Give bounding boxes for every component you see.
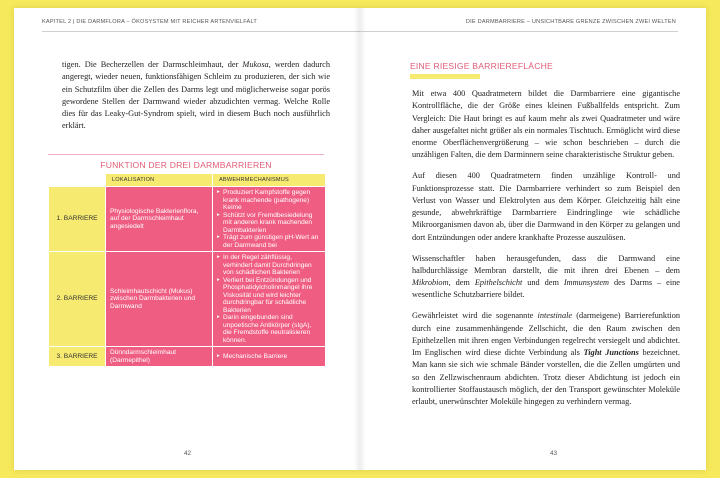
emphasis-text: Tight Junctions — [583, 348, 639, 358]
page-number-left: 42 — [184, 450, 192, 457]
table-row — [49, 252, 325, 346]
text-run: Wissenschaftler haben herausgefunden, dass die Darmwand eine halbdurchlässige Membran darstellt, die mit ihren drei Ebenen – dem — [412, 253, 680, 275]
mechanism-list — [217, 353, 321, 361]
barrier-location: Schleimhautschicht (Mukus) zwischen Darmbakterien und Darmwand — [106, 252, 212, 346]
mechanism-item: ▸ Verliert bei Entzündungen und Phosphatidylcholinmangel ihre Viskosität und wird leichter durchdringbar für schädliche Bakterien — [217, 277, 321, 315]
emphasis-text: Mukosa — [242, 60, 269, 69]
barrier-table — [48, 173, 326, 367]
body-paragraph — [412, 88, 680, 162]
running-head-left: KAPITEL 2 | DIE DARMFLORA – ÖKOSYSTEM MIT REICHER ARTENVIELFALT — [42, 19, 257, 25]
emphasis-text: Immunsystem — [563, 278, 610, 288]
table-row — [49, 347, 325, 366]
barrier-label: 3. BARRIERE — [49, 347, 105, 366]
text-run: Auf diesen 400 Quadratmetern finden unzählige Kontroll- und Funktionsprozesse statt. Die Darmbarriere verhindert so zum Beispiel den Verlust von Wasser und Elektrolyten aus dem Körper. Gleichzeitig hält eine gesunde, abwehrkräftige Darmbarriere Eindringlinge wie schädliche Mikroorganismen davon ab, über die Darmwand in den Körper zu gelangen und dort Entzündungen oder andere krankhafte Prozesse auszulösen. — [412, 171, 680, 242]
barrier-location: Dünndarmschleimhaut (Darmepithel) — [106, 347, 212, 366]
left-page — [14, 8, 360, 470]
text-run: , werden dadurch angeregt, wieder neuen, funktionsfähigen Schleim zu produzieren, der sich wie ein Schutzfilm über die Zellen des Darms legt und möglicherweise sogar porös gewordene Stellen der Darmwand wieder abzudichten vermag. Welche Rolle dies für das Leaky-Gut-Syndrom spielt, wird in diesem Buch noch ausführlich erklärt. — [62, 60, 330, 131]
body-paragraph — [412, 170, 680, 244]
barrier-label: 2. BARRIERE — [49, 252, 105, 346]
running-head-right: DIE DARMBARRIERE – UNSICHTBARE GRENZE ZWISCHEN ZWEI WELTEN — [465, 19, 676, 25]
text-run: Gewährleistet wird die sogenannte — [412, 311, 538, 321]
mechanism-item: ▸ Mechanische Barriere — [217, 353, 321, 361]
mechanism-list — [217, 254, 321, 344]
intro-paragraph — [62, 59, 330, 133]
section-heading-highlight — [410, 74, 480, 79]
text-run: bezeichnet. Man kann sie sich wie schmale Bänder vorstellen, die die Zellen umgürten und so den Zellzwischenraum abdichten. Trotz dieser Abdichtung ist jedoch ein kontrollierter Stoffaustausch möglich, der den Transport gewünschter Moleküle erlaubt, unerwünschter Moleküle hingegen zu verhindern vermag. — [412, 348, 681, 407]
emphasis-text: Epithelschicht — [474, 278, 523, 288]
mechanism-item: ▸ Trägt zum günstigen pH-Wert an der Darmwand bei — [217, 234, 321, 249]
text-run: und dem — [522, 278, 564, 288]
text-run: , dem — [448, 278, 475, 288]
table-header-location: LOKALISATION — [106, 174, 212, 186]
right-page — [360, 8, 706, 470]
body-paragraph — [412, 253, 680, 302]
mechanism-list — [217, 189, 321, 249]
table-header-row — [49, 174, 325, 186]
text-run: tigen. Die Becherzellen der Darmschleimhaut, der — [62, 60, 243, 69]
text-run: (darmeigene) Barrierefunktion durch eine zusammenhängende Zellschicht, die den Raum zwischen den Epithelzellen mit ihren engen Verbindungen regelrecht versiegelt und abdichtet. Im Englischen wird diese dichte Verbindung als — [412, 311, 680, 358]
book-spread — [14, 8, 706, 470]
table-header-mechanism: ABWEHRMECHANISMUS — [213, 174, 325, 186]
table-header-blank — [49, 174, 105, 186]
emphasis-text: intestinale — [537, 311, 573, 321]
header-rule-right — [360, 31, 678, 32]
mechanism-item: ▸ Produziert Kampfstoffe gegen krank machende (pathogene) Keime — [217, 189, 321, 212]
barrier-mechanism-cell — [213, 347, 325, 366]
body-paragraph — [412, 310, 680, 408]
barrier-mechanism-cell — [213, 252, 325, 346]
text-run: des Darms – eine wesentliche Schutzbarriere bildet. — [412, 278, 680, 300]
barrier-mechanism-cell — [213, 187, 325, 251]
barrier-location: Physiologische Bakterienflora, auf der Darmschleimhaut angesiedelt — [106, 187, 212, 251]
mechanism-item: ▸ Schützt vor Fremdbesiedelung mit anderen krank machenden Darmbakterien — [217, 212, 321, 235]
mechanism-item: ▸ In der Regel zähflüssig, verhindert damit Durchdringen von schädlichen Bakterien — [217, 254, 321, 277]
section-heading: EINE RIESIGE BARRIEREFLÄCHE — [410, 61, 553, 71]
table-row — [49, 187, 325, 251]
barrier-label: 1. BARRIERE — [49, 187, 105, 251]
emphasis-text: Mikrobiom — [412, 278, 449, 288]
header-rule-left — [42, 31, 360, 32]
text-run: Mit etwa 400 Quadratmetern bildet die Darmbarriere eine gigantische Kontrollfläche, die der Größe eines kleinen Fußballfelds entspricht. Zum Vergleich: Die Haut bringt es auf kaum mehr als zwei Quadratmeter und wäre daher ausgefaltet nicht größer als ein normales Tischtuch. Ermöglicht wird diese enorme Oberflächenvergrößerung – wie schon beschrieben – durch die unzähligen Falten, die dem Darminnern seine charakteristische Struktur geben. — [412, 89, 680, 160]
page-number-right: 43 — [550, 450, 558, 457]
mechanism-item: ▸ Darin eingebunden sind unpoetische Antikörper (sIgA), die Fremdstoffe neutralisieren können. — [217, 314, 321, 344]
barrier-table-body — [49, 187, 325, 366]
table-top-rule — [48, 154, 324, 155]
table-title: FUNKTION DER DREI DARMBARRIEREN — [100, 160, 272, 170]
right-body-text — [412, 88, 680, 417]
